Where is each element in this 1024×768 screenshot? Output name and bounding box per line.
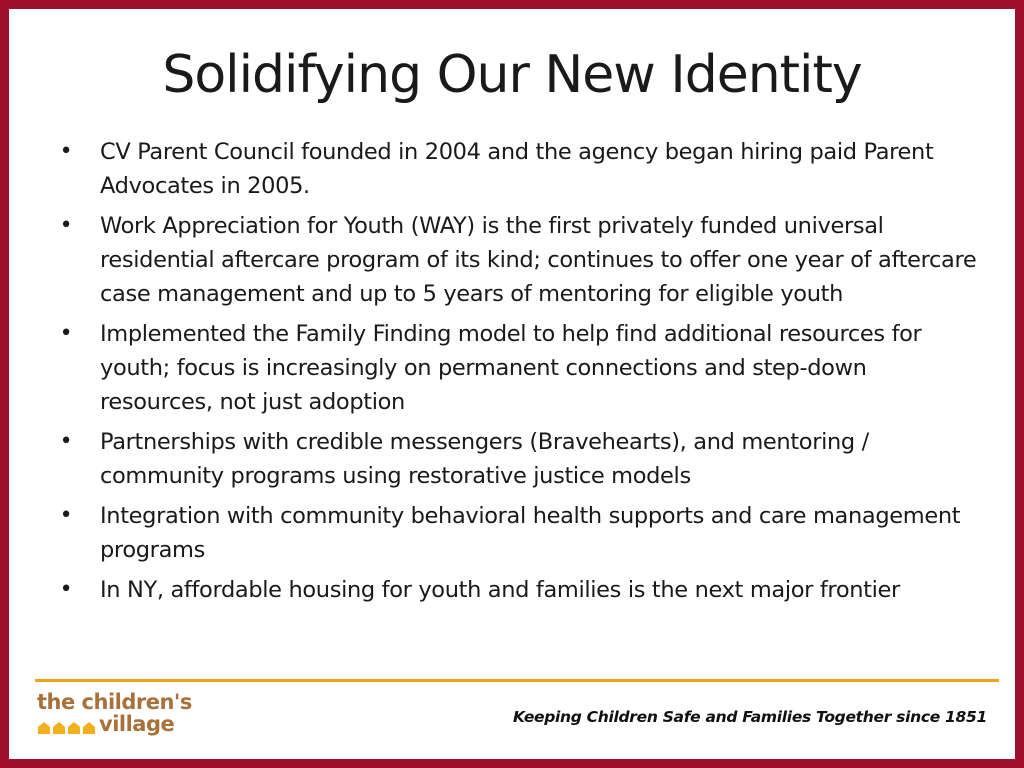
bullet-list: [59, 135, 979, 613]
bullet-dot-icon: •: [59, 503, 73, 528]
bullet-text: Implemented the Family Finding model to help find additional resources for youth; focus is increasingly on permanent connections and step-down resources, not just adoption: [100, 321, 922, 415]
logo-text-line1: the children's: [37, 690, 192, 714]
bullet-item: [59, 209, 979, 311]
bullet-item: [59, 499, 979, 567]
footer-divider: [35, 679, 999, 682]
logo-text-line2: village: [99, 712, 175, 736]
houses-icon: [38, 722, 96, 734]
bullet-item: [59, 425, 979, 493]
bullet-dot-icon: •: [59, 139, 73, 164]
footer-tagline: Keeping Children Safe and Families Together since 1851: [512, 708, 987, 726]
bullet-item: [59, 573, 979, 607]
childrens-village-logo: [37, 691, 217, 741]
bullet-text: In NY, affordable housing for youth and families is the next major frontier: [100, 577, 900, 603]
bullet-dot-icon: •: [59, 429, 73, 454]
bullet-dot-icon: •: [59, 213, 73, 238]
bullet-text: CV Parent Council founded in 2004 and the agency began hiring paid Parent Advocates in 2005.: [100, 139, 934, 199]
bullet-text: Work Appreciation for Youth (WAY) is the first privately funded universal residential aftercare program of its kind; continues to offer one year of aftercare case management and up to 5 years of mentoring for eligible youth: [100, 213, 977, 307]
bullet-item: [59, 135, 979, 203]
slide-title: Solidifying Our New Identity: [162, 45, 862, 105]
bullet-item: [59, 317, 979, 419]
bullet-dot-icon: •: [59, 577, 73, 602]
bullet-dot-icon: •: [59, 321, 73, 346]
bullet-text: Partnerships with credible messengers (Bravehearts), and mentoring / community programs using restorative justice models: [100, 429, 869, 489]
slide: [9, 9, 1015, 759]
bullet-text: Integration with community behavioral health supports and care management programs: [100, 503, 961, 563]
